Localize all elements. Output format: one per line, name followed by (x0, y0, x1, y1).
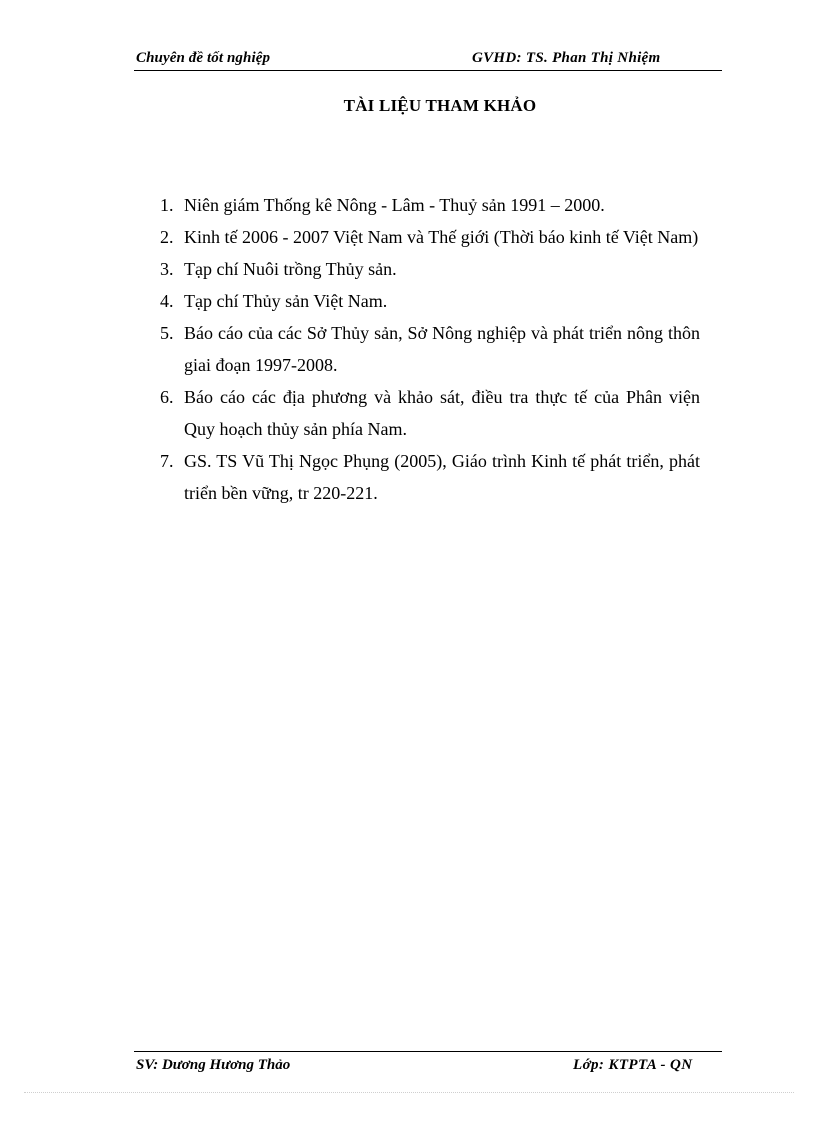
reference-text: Kinh tế 2006 - 2007 Việt Nam và Thế giới (Thời báo kinh tế Việt Nam) (184, 227, 699, 247)
reference-text: Báo cáo của các Sở Thủy sản, Sở Nông nghiệp và phát triển nông thôn giai đoạn 1997-2008. (184, 323, 700, 375)
footer-class: Lớp: KTPTA - QN (573, 1057, 693, 1073)
page-header (134, 46, 722, 71)
page-title: TÀI LIỆU THAM KHẢO (343, 96, 537, 115)
reference-item (160, 445, 700, 509)
footer-student: SV: Dương Hương Thảo (136, 1057, 291, 1073)
reference-number: 7. (160, 451, 174, 471)
reference-item (160, 381, 700, 445)
reference-text: GS. TS Vũ Thị Ngọc Phụng (2005), Giáo trình Kinh tế phát triển, phát triển bền vững, tr 220-221. (184, 451, 700, 503)
reference-item (160, 221, 700, 253)
reference-number: 3. (160, 259, 174, 279)
page-footer (134, 1051, 722, 1076)
header-advisor: GVHD: TS. Phan Thị Nhiệm (472, 50, 661, 66)
reference-number: 1. (160, 195, 174, 215)
reference-item (160, 285, 700, 317)
reference-item (160, 317, 700, 381)
reference-item (160, 253, 700, 285)
reference-number: 2. (160, 227, 174, 247)
reference-number: 4. (160, 291, 174, 311)
reference-text: Tạp chí Thủy sản Việt Nam. (184, 291, 388, 311)
reference-number: 6. (160, 387, 174, 407)
reference-number: 5. (160, 323, 174, 343)
reference-text: Niên giám Thống kê Nông - Lâm - Thuỷ sản 1991 – 2000. (184, 195, 605, 215)
header-topic: Chuyên đề tốt nghiệp (136, 50, 271, 66)
reference-text: Báo cáo các địa phương và khảo sát, điều tra thực tế của Phân viện Quy hoạch thủy sản phía Nam. (184, 387, 700, 439)
reference-item (160, 189, 700, 221)
reference-text: Tạp chí Nuôi trồng Thủy sản. (184, 259, 397, 279)
reference-list (160, 189, 700, 509)
page-edge-divider (24, 1092, 794, 1093)
